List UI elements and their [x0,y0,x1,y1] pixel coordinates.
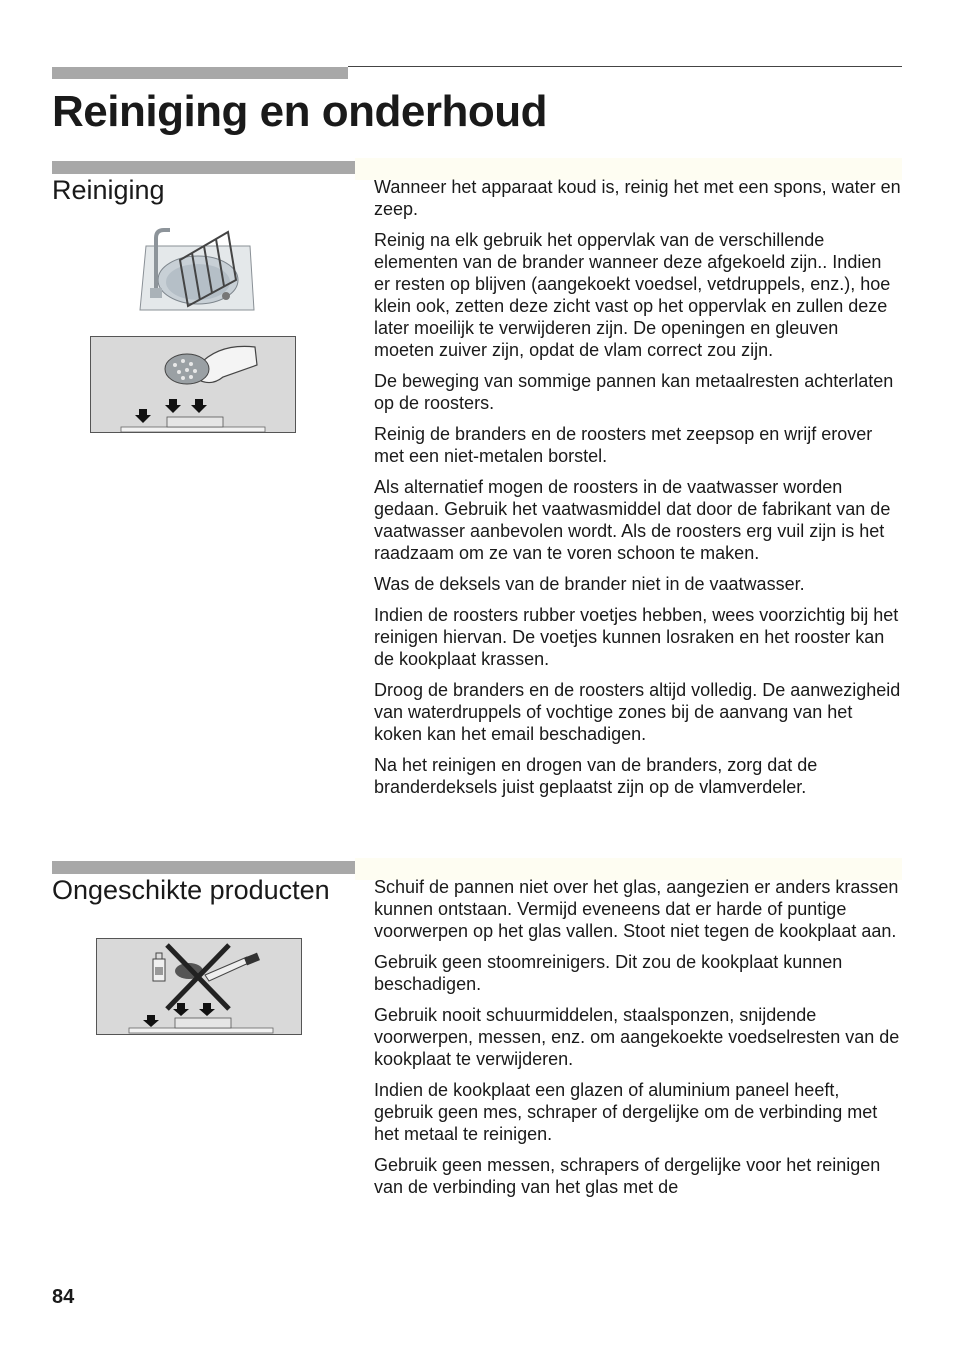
paragraph: Gebruik geen stoomreinigers. Dit zou de kookplaat kunnen beschadigen. [374,952,843,994]
prohibited-tools-illustration [97,939,301,1034]
paragraph: Wanneer het apparaat koud is, reinig het met een spons, water en zeep. [374,177,901,219]
paragraph: Schuif de pannen niet over het glas, aangezien er anders krassen kunnen ontstaan. Vermijd eveneens dat er harde of puntige voorwerpen op het glas vallen. Stoot niet tegen de kookplaat aan. [374,877,899,941]
paragraph: Gebruik geen messen, schrapers of dergelijke voor het reinigen van de verbinding van het glas met de [374,1155,881,1197]
ongeschikte-producten-text-column [374,876,902,1207]
paragraph: Als alternatief mogen de roosters in de vaatwasser worden gedaan. Gebruik het vaatwasmiddel dat door de fabrikant van de vaatwasser aanbevolen wordt. Als de roosters erg vuil zijn is het raadzaam om ze van te voren schoon te maken. [374,477,891,563]
sink-grate-illustration [136,226,260,314]
page-title: Reiniging en onderhoud [52,87,547,136]
sponge-hand-illustration [91,337,295,432]
paragraph: Was de deksels van de brander niet in de vaatwasser. [374,574,805,594]
section-rule-bar [52,161,355,174]
section-rule-bar [52,861,355,874]
paragraph: Reinig na elk gebruik het oppervlak van de verschillende elementen van de brander wanneer deze afgekoeld zijn.. Indien er resten op blijven (aangekoekt voedsel, vetdruppels, enz.), hoe klein ook, zetten deze zicht vast op het oppervlak en zullen deze later moeilijk te verwijderen zijn. De openingen en gleuven moeten zuiver zijn, opdat de vlam correct zou zijn. [374,230,891,360]
paragraph: Droog de branders en de roosters altijd volledig. De aanwezigheid van waterdruppels of vochtige zones bij de aanvang van het koken kan het email beschadigen. [374,680,901,744]
paragraph: Indien de roosters rubber voetjes hebben, wees voorzichtig bij het reinigen hiervan. De voetjes kunnen losraken en het rooster kan de kookplaat krassen. [374,605,899,669]
paragraph: Indien de kookplaat een glazen of aluminium paneel heeft, gebruik geen mes, schraper of dergelijke om de verbinding met het metaal te reinigen. [374,1080,878,1144]
paragraph: Na het reinigen en drogen van de branders, zorg dat de branderdeksels juist geplaatst zijn op de vlamverdeler. [374,755,818,797]
paragraph: De beweging van sommige pannen kan metaalresten achterlaten op de roosters. [374,371,894,413]
section-heading-reiniging: Reiniging [52,175,165,205]
section-heading-ongeschikte-producten: Ongeschikte producten [52,875,330,905]
reiniging-text-column [374,176,902,807]
page-number: 84 [52,1286,75,1308]
title-rule-line [348,66,902,67]
sponge-cleaning-figure [90,336,296,433]
paragraph: Gebruik nooit schuurmiddelen, staalsponzen, snijdende voorwerpen, messen, enz. om aangekoekte voedselresten van de kookplaat te verwijderen. [374,1005,900,1069]
unsuitable-products-figure [96,938,302,1035]
paragraph: Reinig de branders en de roosters met zeepsop en wrijf erover met een niet-metalen borstel. [374,424,873,466]
title-rule-bar [52,67,348,79]
